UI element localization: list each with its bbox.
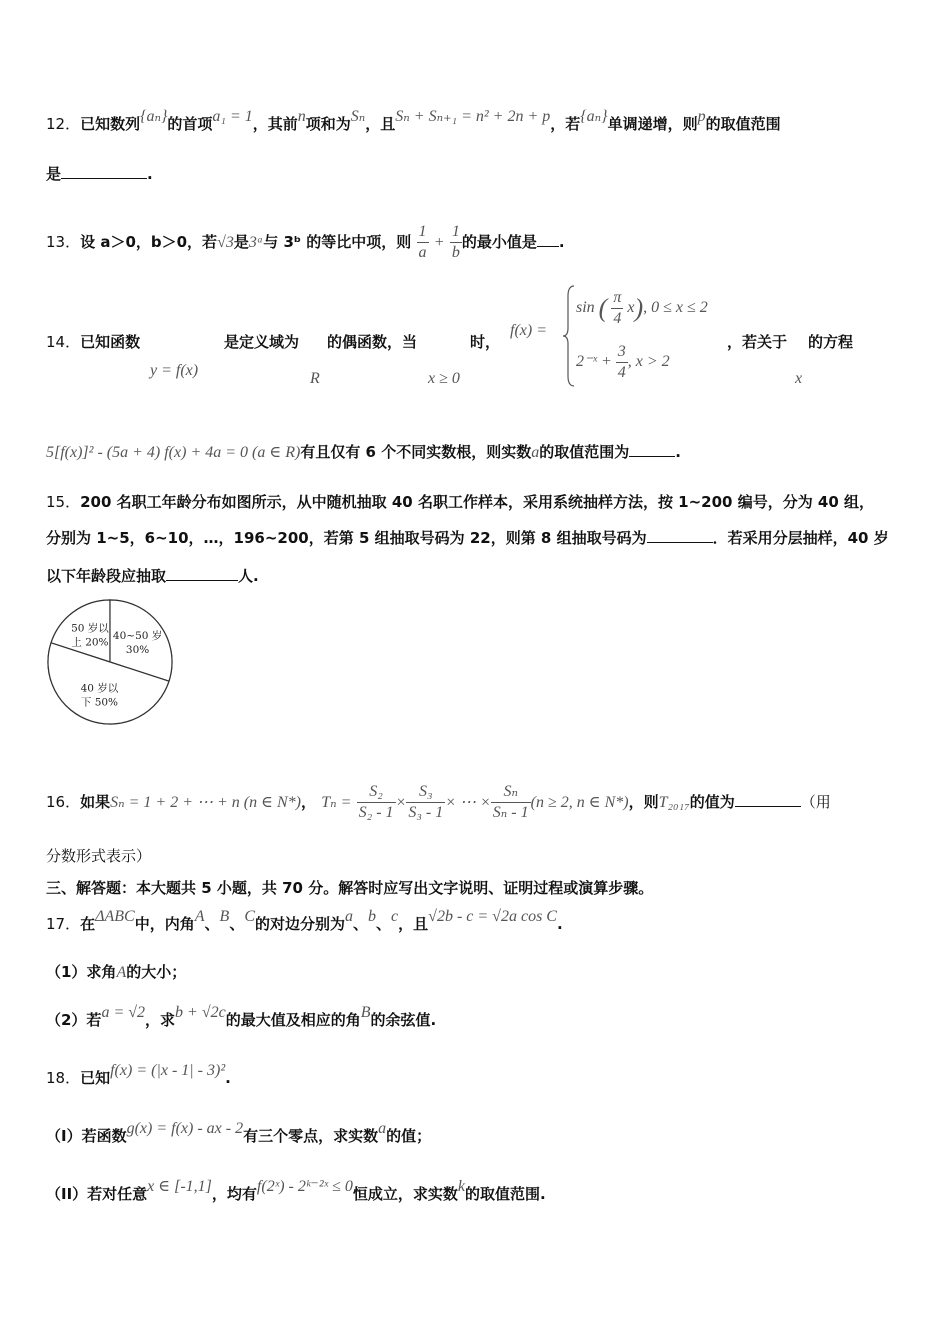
numerator: S₂ <box>357 782 396 803</box>
math-fx: y = f(x) <box>150 362 199 379</box>
times-dots: × ⋯ × <box>445 794 491 811</box>
question-14 <box>46 332 140 352</box>
text: ，且 <box>398 915 429 933</box>
text: . <box>558 233 565 251</box>
math-equation: 5[f(x)]² - (5a + 4) f(x) + 4a = 0 (a ∈ R) <box>46 444 301 461</box>
text: 已知函数 <box>80 333 141 351</box>
math-A: A <box>194 908 205 925</box>
question-17-part1 <box>46 962 186 983</box>
text: 200 名职工年龄分布如图所示，从中随机抽取 40 名职工作样本，采用系统抽样方法，按 1~200 编号，分为 40 组， <box>80 493 875 511</box>
answer-blank[interactable] <box>629 442 675 457</box>
math-fx: f(x) = (|x - 1| - 3)² <box>110 1062 226 1079</box>
denominator: 4 <box>613 310 622 327</box>
text: （1）求角 <box>46 963 117 981</box>
text: sin <box>576 299 595 317</box>
text: . <box>556 915 563 933</box>
pie-label: 30% <box>125 643 150 656</box>
text: 人. <box>238 567 259 585</box>
math-expression: b + √2c <box>175 1004 226 1021</box>
answer-blank[interactable] <box>166 566 238 581</box>
answer-blank[interactable] <box>537 232 559 247</box>
text: 、 <box>204 915 220 933</box>
text: x <box>627 299 635 317</box>
question-number: 15． <box>46 493 81 511</box>
pie-label: 40 岁以 <box>80 682 119 695</box>
math-seq: {aₙ} <box>140 108 168 125</box>
question-15-line2 <box>46 528 889 548</box>
fraction-1-over-a <box>417 222 429 263</box>
numerator: 1 <box>417 222 429 243</box>
math-condition: (n ≥ 2, n ∈ N*) <box>530 794 629 811</box>
math-equation: Sₙ + Sₙ₊₁ = n² + 2n + p <box>395 108 551 125</box>
math-seq: {aₙ} <box>580 108 608 125</box>
text: 的余弦值. <box>370 1011 437 1029</box>
text: 与 3ᵇ 的等比中项，则 <box>263 233 412 251</box>
text: 恒成立，求实数 <box>352 1185 458 1203</box>
fraction-sn <box>491 782 531 823</box>
question-16-cont <box>46 846 151 866</box>
question-17 <box>46 908 563 935</box>
text: . <box>147 165 153 183</box>
question-18 <box>46 1062 231 1089</box>
text: 是定义域为 <box>224 333 300 351</box>
text: ，若关于 <box>727 333 788 351</box>
question-13 <box>46 222 565 263</box>
text: 的取值范围 <box>705 115 781 133</box>
age-pie-chart <box>44 596 176 728</box>
text: 设 a＞0，b＞0，若 <box>80 233 218 251</box>
text: , x > 2 <box>627 353 670 371</box>
piecewise-case-1 <box>576 288 708 329</box>
text: （2）若 <box>46 1011 102 1029</box>
fraction-1-over-b <box>450 222 462 263</box>
pie-label: 50 岁以 <box>71 622 109 635</box>
text: 以下年龄段应抽取 <box>46 567 167 585</box>
text: ，且 <box>365 115 396 133</box>
text: 有三个零点，求实数 <box>243 1127 379 1145</box>
question-number: 14． <box>46 333 81 351</box>
math-gx: g(x) = f(x) - ax - 2 <box>126 1120 244 1137</box>
text: 的大小； <box>126 963 187 981</box>
pie-label: 上 20% <box>71 636 109 649</box>
pie-label: 40~50 岁 <box>112 629 163 642</box>
answer-blank[interactable] <box>61 164 147 179</box>
denominator: b <box>451 244 460 261</box>
math-x: x <box>795 370 803 387</box>
math-tn: Tₙ = <box>321 794 352 811</box>
text: 单调递增，则 <box>607 115 698 133</box>
question-12 <box>46 108 781 135</box>
text: ，其前 <box>252 115 298 133</box>
text: 的方程 <box>808 333 854 351</box>
math-B: B <box>360 1004 371 1021</box>
text: 项和为 <box>305 115 351 133</box>
math-interval: x ∈ [-1,1] <box>147 1178 212 1195</box>
math-3a: 3ᵃ <box>248 234 264 251</box>
text: 有且仅有 6 个不同实数根，则实数 <box>300 443 532 461</box>
text: 是 <box>233 233 249 251</box>
text: 、 <box>229 915 245 933</box>
question-18-part1 <box>46 1120 432 1147</box>
text: （用 <box>800 793 831 811</box>
text: 分数形式表示） <box>46 847 152 865</box>
math-a: a <box>531 444 540 461</box>
math-B: B <box>219 908 230 925</box>
numerator: S₃ <box>406 782 445 803</box>
math-c: c <box>391 908 399 925</box>
math-R: R <box>310 370 320 387</box>
text: 的最小值是 <box>461 233 537 251</box>
text: （II）若对任意 <box>46 1185 148 1203</box>
numerator: Sₙ <box>491 782 531 803</box>
text: 的对边分别为 <box>255 915 346 933</box>
math-p: p <box>697 108 706 125</box>
piecewise-case-2 <box>576 342 670 383</box>
math-inequality: f(2ˣ) - 2ᵏ⁻²ˣ ≤ 0 <box>256 1178 353 1195</box>
math-b: b <box>368 908 377 925</box>
math-sqrt3: √3 <box>217 234 234 251</box>
text: 的首项 <box>167 115 213 133</box>
text: 的偶函数，当 <box>327 333 418 351</box>
text: 2⁻ˣ + <box>576 353 612 371</box>
question-17-part2 <box>46 1004 437 1031</box>
math-k: k <box>457 1178 466 1195</box>
text: ，若 <box>550 115 581 133</box>
numerator: 3 <box>616 342 628 363</box>
question-number: 18． <box>46 1069 81 1087</box>
text: ，求 <box>145 1011 176 1029</box>
math-n: n <box>297 108 306 125</box>
text: 中，内角 <box>134 915 195 933</box>
text: 的值； <box>386 1127 432 1145</box>
text: , 0 ≤ x ≤ 2 <box>643 299 708 317</box>
question-12-cont <box>46 164 153 184</box>
denominator: 4 <box>617 364 626 381</box>
text: 的最大值及相应的角 <box>225 1011 361 1029</box>
text: . <box>225 1069 231 1087</box>
math-equation: √2b - c = √2a cos C <box>428 908 557 925</box>
math-fdef: f(x) = <box>510 322 547 339</box>
text: 的值为 <box>689 793 735 811</box>
text: 时， <box>470 333 501 351</box>
question-15-line3 <box>46 566 259 586</box>
fraction-3-over-4 <box>616 342 628 383</box>
answer-blank[interactable] <box>735 792 801 807</box>
denominator: S₃ - 1 <box>408 804 444 821</box>
math-sn: Sₙ <box>350 108 366 125</box>
fraction-pi-over-4 <box>611 288 623 329</box>
text: 是 <box>46 165 62 183</box>
text: 已知 <box>80 1069 111 1087</box>
question-number: 17． <box>46 915 81 933</box>
times-sign: × <box>395 794 407 811</box>
text: 已知数列 <box>80 115 141 133</box>
text: 如果 <box>80 793 111 811</box>
text: 、 <box>353 915 369 933</box>
fraction-s3 <box>406 782 445 823</box>
math-a: a <box>345 908 354 925</box>
plus-sign: + <box>433 234 445 251</box>
text: 、 <box>376 915 392 933</box>
math-x-ge-0: x ≥ 0 <box>428 370 460 387</box>
fraction-s2 <box>357 782 396 823</box>
numerator: 1 <box>450 222 462 243</box>
denominator: a <box>418 244 427 261</box>
text: 在 <box>80 915 96 933</box>
text: ， <box>300 793 316 811</box>
math-a-equals: a = √2 <box>101 1004 146 1021</box>
question-16 <box>46 782 831 823</box>
math-A: A <box>116 964 127 981</box>
paren-left: ( <box>598 293 608 323</box>
text: . <box>675 443 681 461</box>
question-18-part2 <box>46 1178 546 1205</box>
question-number: 16． <box>46 793 81 811</box>
section-title: 三、解答题：本大题共 5 小题，共 70 分。解答时应写出文字说明、证明过程或演算步骤。 <box>46 879 654 897</box>
answer-blank[interactable] <box>647 528 713 543</box>
math-a: a <box>378 1120 387 1137</box>
left-brace-icon <box>562 284 576 388</box>
denominator: Sₙ - 1 <box>492 804 529 821</box>
denominator: S₂ - 1 <box>358 804 394 821</box>
text: ，均有 <box>211 1185 257 1203</box>
math-a1: a₁ = 1 <box>212 108 253 125</box>
math-C: C <box>244 908 255 925</box>
math-t2017: T₂₀₁₇ <box>658 794 690 811</box>
question-number: 12． <box>46 115 81 133</box>
text: （I）若函数 <box>46 1127 127 1145</box>
numerator: π <box>611 288 623 309</box>
text: 的取值范围为 <box>539 443 630 461</box>
question-number: 13． <box>46 233 81 251</box>
pie-label: 下 50% <box>80 696 119 709</box>
paren-right: ) <box>634 293 644 323</box>
math-sn: Sₙ = 1 + 2 + ⋯ + n (n ∈ N*) <box>110 794 301 811</box>
text: ，则 <box>628 793 659 811</box>
question-14-cont <box>46 442 681 463</box>
text: 的取值范围. <box>465 1185 546 1203</box>
text: ．若采用分层抽样，40 岁 <box>712 529 889 547</box>
question-15 <box>46 492 874 512</box>
text: 分别为 1~5，6~10，…，196~200，若第 5 组抽取号码为 22，则第 8 组抽取号码为 <box>46 529 647 547</box>
math-triangle: ΔABC <box>95 908 135 925</box>
